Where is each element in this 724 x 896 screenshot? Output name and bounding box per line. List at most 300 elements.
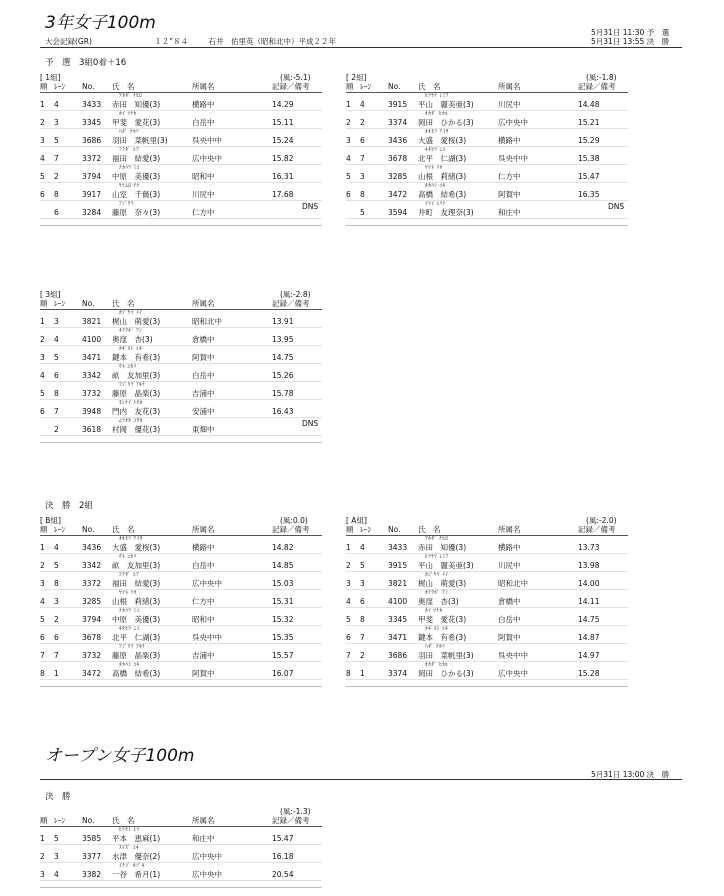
team-cell: 昭和北中	[192, 317, 222, 326]
table-row	[346, 669, 628, 680]
athlete-name-cell: 岡田 ひかる(3)	[418, 669, 474, 678]
athlete-name-cell: 井町 友理奈(3)	[418, 208, 474, 217]
furigana-row	[40, 554, 322, 561]
header-team: 所属名	[192, 525, 215, 534]
table-end-rule	[40, 442, 322, 443]
record-cell: 15.11	[272, 118, 294, 127]
rank-cell: 6	[346, 633, 351, 642]
table-row	[346, 100, 628, 111]
table-row	[40, 633, 322, 644]
record-cell: 15.78	[272, 389, 294, 398]
lane-cell: 6	[54, 633, 59, 642]
team-cell: 昭和中	[192, 172, 215, 181]
furigana-row	[40, 93, 322, 100]
table-row	[40, 100, 322, 111]
furigana-row	[346, 554, 628, 561]
bib-number-cell: 3471	[388, 633, 408, 642]
team-cell: 川尻中	[498, 100, 521, 109]
heat-label: [ 3組]	[40, 290, 61, 299]
wind-reading: (風:-1.8)	[586, 73, 617, 82]
furigana-row	[40, 111, 322, 118]
athlete-name-cell: 甲斐 愛花(3)	[418, 615, 467, 624]
record-cell: 15.32	[272, 615, 294, 624]
table-row	[346, 579, 628, 590]
wind-reading: (風:-2.8)	[280, 290, 311, 299]
bib-number-cell: 3678	[388, 154, 408, 163]
table-row	[40, 317, 322, 328]
record-cell: 16.18	[272, 852, 294, 861]
team-cell: 白岳中	[498, 615, 521, 624]
lane-cell: 4	[360, 543, 365, 552]
furigana-row	[40, 310, 322, 317]
header-team: 所属名	[498, 525, 521, 534]
lane-cell: 2	[360, 651, 365, 660]
athlete-furigana: ﾅｶﾊﾗ ﾐﾕ	[119, 608, 140, 614]
header-lane: ﾚｰﾝ	[54, 82, 66, 91]
bib-number-cell: 3915	[388, 561, 408, 570]
bib-number-cell: 3433	[82, 100, 102, 109]
bib-number-cell: 3794	[82, 615, 102, 624]
athlete-name-cell: 鍵本 有希(3)	[418, 633, 467, 642]
column-header-row	[40, 299, 322, 310]
lane-cell: 3	[360, 172, 365, 181]
bib-number-cell: 3342	[82, 371, 102, 380]
lane-cell: 6	[54, 208, 59, 217]
heat-label-row	[346, 515, 628, 525]
table-row	[40, 561, 322, 572]
furigana-row	[346, 165, 628, 172]
team-cell: 昭和北中	[498, 579, 528, 588]
furigana-row	[346, 111, 628, 118]
team-cell: 呉央中中	[498, 154, 528, 163]
open-final-table	[40, 806, 322, 888]
header-name: 氏 名	[112, 525, 135, 534]
athlete-name-cell: 畝 友加里(3)	[112, 561, 161, 570]
furigana-row	[40, 536, 322, 543]
header-rank: 順	[40, 816, 48, 825]
lane-cell: 8	[360, 615, 365, 624]
furigana-row	[40, 644, 322, 651]
bib-number-cell: 3732	[82, 651, 102, 660]
athlete-furigana: ｱｶﾀﾞ ﾁﾋﾛ	[119, 93, 143, 99]
furigana-row	[40, 328, 322, 335]
bib-number-cell: 3594	[388, 208, 408, 217]
furigana-row	[40, 418, 322, 425]
athlete-name-cell: 山根 莉緒(3)	[112, 597, 161, 606]
header-no: No.	[82, 816, 95, 825]
athlete-name-cell: 北平 仁湖(3)	[418, 154, 467, 163]
athlete-furigana: ｶｼﾞﾔﾏ ﾒｲ	[119, 310, 143, 316]
column-header-row	[40, 82, 322, 93]
athlete-name-cell: 山室 千薇(3)	[112, 190, 161, 199]
athlete-name-cell: 甲斐 愛花(3)	[112, 118, 161, 127]
bib-number-cell: 3618	[82, 425, 102, 434]
header-name: 氏 名	[418, 82, 441, 91]
record-cell: 14.00	[578, 579, 600, 588]
wind-reading: (風:-5.1)	[280, 73, 311, 82]
athlete-name-cell: 高橋 結希(3)	[112, 669, 161, 678]
bib-number-cell: 3433	[388, 543, 408, 552]
athlete-name-cell: 大盛 愛桜(3)	[112, 543, 161, 552]
furigana-row	[40, 662, 322, 669]
record-cell: 14.85	[272, 561, 294, 570]
rank-cell: 1	[346, 543, 351, 552]
furigana-row	[40, 572, 322, 579]
furigana-row	[346, 608, 628, 615]
table-row	[40, 870, 322, 881]
furigana-row	[40, 626, 322, 633]
athlete-name-cell: 奥窪 杏(3)	[418, 597, 459, 606]
header-team: 所属名	[192, 816, 215, 825]
table-row	[40, 651, 322, 662]
lane-cell: 5	[54, 561, 59, 570]
bib-number-cell: 3732	[82, 389, 102, 398]
athlete-name-cell: 福田 結愛(3)	[112, 154, 161, 163]
record-cell: 16.31	[272, 172, 294, 181]
record-cell: 14.75	[272, 353, 294, 362]
team-cell: 広中央中	[192, 154, 222, 163]
rank-cell: 3	[40, 579, 45, 588]
bib-number-cell: 3585	[82, 834, 102, 843]
header-lane: ﾚｰﾝ	[360, 525, 372, 534]
header-lane: ﾚｰﾝ	[54, 299, 66, 308]
table-row	[40, 543, 322, 554]
athlete-name-cell: 平本 恵麻(1)	[112, 834, 161, 843]
bib-number-cell: 3917	[82, 190, 102, 199]
rank-cell: 3	[40, 136, 45, 145]
lane-cell: 8	[54, 389, 59, 398]
furigana-row	[40, 147, 322, 154]
bib-number-cell: 3821	[388, 579, 408, 588]
lane-cell: 2	[54, 425, 59, 434]
table-row	[40, 852, 322, 863]
lane-cell: 4	[54, 870, 59, 879]
lane-cell: 7	[54, 651, 59, 660]
lane-cell: 1	[54, 669, 59, 678]
heat-label: [ B組]	[40, 516, 61, 525]
record-cell: 14.48	[578, 100, 600, 109]
record-cell: 14.29	[272, 100, 294, 109]
athlete-furigana: ﾌｼﾞﾜﾗ	[119, 201, 134, 207]
header-lane: ﾚｰﾝ	[54, 816, 66, 825]
table-end-rule	[346, 686, 628, 687]
rank-cell: 4	[346, 154, 351, 163]
athlete-furigana: ｱｶﾀﾞ ﾁﾋﾛ	[425, 536, 449, 542]
table-row	[346, 154, 628, 165]
heat-2-table	[346, 72, 628, 226]
athlete-furigana: ﾅｶﾊﾗ ﾐﾕ	[119, 165, 140, 171]
furigana-row	[346, 129, 628, 136]
table-row	[346, 633, 628, 644]
athlete-furigana: ﾋﾗﾔﾏ ﾚﾐｱ	[425, 93, 449, 99]
athlete-furigana: ｵｶﾀﾞ ﾋｶﾙ	[425, 662, 449, 668]
status-note: DNS	[302, 419, 319, 428]
team-cell: 安浦中	[192, 407, 215, 416]
furigana-row	[40, 346, 322, 353]
team-cell: 倉橋中	[498, 597, 521, 606]
wind-reading: (風:-2.0)	[586, 516, 617, 525]
header-record: 記録／備考	[272, 816, 310, 825]
lane-cell: 6	[360, 597, 365, 606]
team-cell: 白岳中	[192, 561, 215, 570]
table-row	[40, 615, 322, 626]
table-row	[40, 118, 322, 129]
team-cell: 呉央中中	[192, 633, 222, 642]
athlete-name-cell: 門内 友花(3)	[112, 407, 161, 416]
rank-cell: 5	[40, 172, 45, 181]
final-a-table	[346, 515, 628, 687]
lane-cell: 2	[54, 615, 59, 624]
table-row	[40, 834, 322, 845]
record-cell: 15.31	[272, 597, 294, 606]
furigana-row	[40, 608, 322, 615]
rank-cell: 4	[346, 597, 351, 606]
table-row	[40, 172, 322, 183]
record-cell: 14.11	[578, 597, 600, 606]
lane-cell: 4	[54, 335, 59, 344]
team-cell: 横路中	[192, 100, 215, 109]
lane-cell: 5	[54, 136, 59, 145]
athlete-name-cell: 梶山 萌愛(3)	[112, 317, 161, 326]
team-cell: 昭和中	[192, 615, 215, 624]
athlete-furigana: ｵｶﾀﾞ ﾋｶﾙ	[425, 111, 449, 117]
lane-cell: 1	[360, 669, 365, 678]
team-cell: 川尻中	[192, 190, 215, 199]
team-cell: 和庄中	[498, 208, 521, 217]
athlete-name-cell: 奥窪 杏(3)	[112, 335, 153, 344]
team-cell: 白岳中	[192, 371, 215, 380]
lane-cell: 4	[54, 543, 59, 552]
bib-number-cell: 3374	[388, 118, 408, 127]
athlete-name-cell: 岡田 ひかる(3)	[418, 118, 474, 127]
furigana-row	[40, 382, 322, 389]
header-name: 氏 名	[112, 82, 135, 91]
event-title: 3年女子100m	[45, 13, 156, 33]
bib-number-cell: 3686	[388, 651, 408, 660]
meet-record: 大会記録(GR) １２”８４ 石井 佑里英（昭和北中）平成２２年	[45, 37, 337, 46]
furigana-row	[40, 201, 322, 208]
team-cell: 広中央中	[498, 669, 528, 678]
table-row	[346, 597, 628, 608]
rank-cell: 3	[40, 870, 45, 879]
rank-cell: 4	[40, 154, 45, 163]
team-cell: 阿賀中	[192, 353, 215, 362]
table-end-rule	[40, 225, 322, 226]
team-cell: 横路中	[498, 136, 521, 145]
prelim-section-title: 予 選 3組0着＋16	[45, 58, 127, 68]
athlete-furigana: ﾌｼﾞﾜﾗ ｱｷﾅ	[119, 644, 146, 650]
heat-label: [ 1組]	[40, 73, 61, 82]
team-cell: 倉橋中	[192, 335, 215, 344]
rank-cell: 2	[346, 561, 351, 570]
athlete-furigana: ｶｲ ﾏﾅｶ	[119, 111, 137, 117]
record-cell: 15.03	[272, 579, 294, 588]
furigana-row	[346, 536, 628, 543]
lane-cell: 4	[54, 100, 59, 109]
heat-label-row	[346, 72, 628, 82]
athlete-name-cell: 北平 仁湖(3)	[112, 633, 161, 642]
table-row	[40, 136, 322, 147]
event2-title: オープン女子100m	[45, 746, 195, 766]
team-cell: 白岳中	[192, 118, 215, 127]
header-no: No.	[82, 82, 95, 91]
bib-number-cell: 3436	[82, 543, 102, 552]
schedule-line-2: 5月31日 13:55 決 勝	[591, 37, 670, 46]
athlete-name-cell: 高橋 結希(3)	[418, 190, 467, 199]
rank-cell: 2	[346, 118, 351, 127]
athlete-furigana: ｷﾀﾋﾗ ﾆｺ	[119, 626, 140, 632]
team-cell: 横路中	[192, 543, 215, 552]
table-row	[40, 579, 322, 590]
furigana-row	[40, 183, 322, 190]
furigana-row	[40, 590, 322, 597]
team-cell: 広中央中	[192, 852, 222, 861]
record-cell: 16.35	[578, 190, 600, 199]
record-cell: 15.57	[272, 651, 294, 660]
furigana-row	[346, 644, 628, 651]
furigana-row	[40, 845, 322, 852]
record-cell: 15.21	[578, 118, 600, 127]
schedule-line-1: 5月31日 11:30 予 選	[591, 28, 670, 37]
team-cell: 阿賀中	[498, 633, 521, 642]
final-b-table	[40, 515, 322, 687]
column-header-row	[346, 82, 628, 93]
rank-cell: 1	[346, 100, 351, 109]
athlete-name-cell: 一谷 希月(1)	[112, 870, 161, 879]
record-cell: 14.82	[272, 543, 294, 552]
athlete-name-cell: 羽田 菜帆里(3)	[418, 651, 474, 660]
lane-cell: 3	[54, 597, 59, 606]
record-cell: 13.95	[272, 335, 294, 344]
header-lane: ﾚｰﾝ	[54, 525, 66, 534]
athlete-furigana: ｶｼﾞﾔﾏ ﾒｲ	[425, 572, 449, 578]
rank-cell: 2	[40, 118, 45, 127]
header-name: 氏 名	[112, 816, 135, 825]
bib-number-cell: 3472	[388, 190, 408, 199]
lane-cell: 6	[54, 371, 59, 380]
lane-cell: 3	[54, 118, 59, 127]
record-cell: 16.43	[272, 407, 294, 416]
rank-cell: 1	[40, 100, 45, 109]
rank-cell: 1	[40, 834, 45, 843]
bib-number-cell: 3372	[82, 154, 102, 163]
athlete-name-cell: 鍵本 有希(3)	[112, 353, 161, 362]
header-lane: ﾚｰﾝ	[360, 82, 372, 91]
table-row	[40, 407, 322, 418]
athlete-furigana: ｵｵﾓﾘ ｱｲｻ	[119, 536, 143, 542]
rank-cell: 1	[40, 543, 45, 552]
table-row	[40, 154, 322, 165]
bib-number-cell: 3285	[388, 172, 408, 181]
rank-cell: 6	[40, 633, 45, 642]
header-no: No.	[82, 299, 95, 308]
team-cell: 阿賀中	[498, 190, 521, 199]
heat-1-table	[40, 72, 322, 226]
furigana-row	[40, 827, 322, 834]
table-row	[40, 371, 322, 382]
athlete-furigana: ｲﾏｲ ﾕﾘﾅ	[425, 201, 446, 207]
athlete-name-cell: 福田 結愛(3)	[112, 579, 161, 588]
rank-cell: 5	[40, 389, 45, 398]
team-cell: 広中央中	[192, 870, 222, 879]
rank-cell: 5	[40, 615, 45, 624]
athlete-name-cell: 羽田 菜帆里(3)	[112, 136, 168, 145]
record-cell: 15.28	[578, 669, 600, 678]
record-cell: 15.47	[272, 834, 294, 843]
header-rank: 順	[40, 525, 48, 534]
athlete-furigana: ｶｷﾞﾓﾄ ﾕｷ	[425, 626, 449, 632]
header-rule	[40, 47, 682, 48]
rank-cell: 3	[346, 579, 351, 588]
lane-cell: 4	[360, 100, 365, 109]
bib-number-cell: 3342	[82, 561, 102, 570]
header-name: 氏 名	[112, 299, 135, 308]
furigana-row	[40, 165, 322, 172]
furigana-row	[40, 863, 322, 870]
athlete-furigana: ﾀｶﾊｼ ﾕｷ	[425, 183, 446, 189]
furigana-row	[346, 183, 628, 190]
furigana-row	[346, 147, 628, 154]
rank-cell: 3	[40, 353, 45, 362]
header-rank: 順	[40, 82, 48, 91]
bib-number-cell: 3345	[388, 615, 408, 624]
table-end-rule	[40, 686, 322, 687]
team-cell: 東畑中	[192, 425, 215, 434]
header-team: 所属名	[192, 299, 215, 308]
athlete-name-cell: 山根 莉緒(3)	[418, 172, 467, 181]
bib-number-cell: 3472	[82, 669, 102, 678]
status-note: DNS	[302, 202, 319, 211]
table-row	[346, 190, 628, 201]
table-row	[346, 118, 628, 129]
table-row	[40, 597, 322, 608]
furigana-row	[40, 364, 322, 371]
lane-cell: 8	[360, 190, 365, 199]
bib-number-cell: 4100	[82, 335, 102, 344]
table-row	[40, 190, 322, 201]
athlete-name-cell: 赤田 知優(3)	[418, 543, 467, 552]
lane-cell: 8	[54, 190, 59, 199]
record-cell: 15.38	[578, 154, 600, 163]
team-cell: 広中央中	[192, 579, 222, 588]
column-header-row	[346, 525, 628, 536]
team-cell: 阿賀中	[192, 669, 215, 678]
athlete-furigana: ﾋﾗﾔﾏ ﾚﾐｱ	[425, 554, 449, 560]
heat-label-row	[40, 806, 322, 816]
team-cell: 仁方中	[498, 172, 521, 181]
athlete-furigana: ｵｸｸﾎﾞ ｱﾝ	[119, 328, 143, 334]
rank-cell: 2	[40, 852, 45, 861]
athlete-name-cell: 平山 麗美亜(3)	[418, 561, 474, 570]
record-cell: 15.47	[578, 172, 600, 181]
athlete-name-cell: 藤原 晶楽(3)	[112, 651, 161, 660]
rank-cell: 6	[40, 190, 45, 199]
athlete-name-cell: 村岡 優花(3)	[112, 425, 161, 434]
athlete-furigana: ﾌｼﾞﾜﾗ ｱｷﾅ	[119, 382, 146, 388]
athlete-furigana: ﾊﾀﾞ ﾅﾎﾘ	[119, 129, 140, 135]
athlete-name-cell: 藤原 晶楽(3)	[112, 389, 161, 398]
wind-reading: (風:-1.3)	[280, 807, 311, 816]
rank-cell: 5	[346, 172, 351, 181]
athlete-furigana: ｷﾀﾋﾗ ﾆｺ	[425, 147, 446, 153]
rank-cell: 6	[40, 407, 45, 416]
record-cell: 13.73	[578, 543, 600, 552]
furigana-row	[346, 572, 628, 579]
rank-cell: 7	[346, 651, 351, 660]
athlete-furigana: ﾓﾝﾅｲ ﾄﾓｶ	[119, 400, 143, 406]
rank-cell: 3	[346, 136, 351, 145]
table-row	[346, 615, 628, 626]
